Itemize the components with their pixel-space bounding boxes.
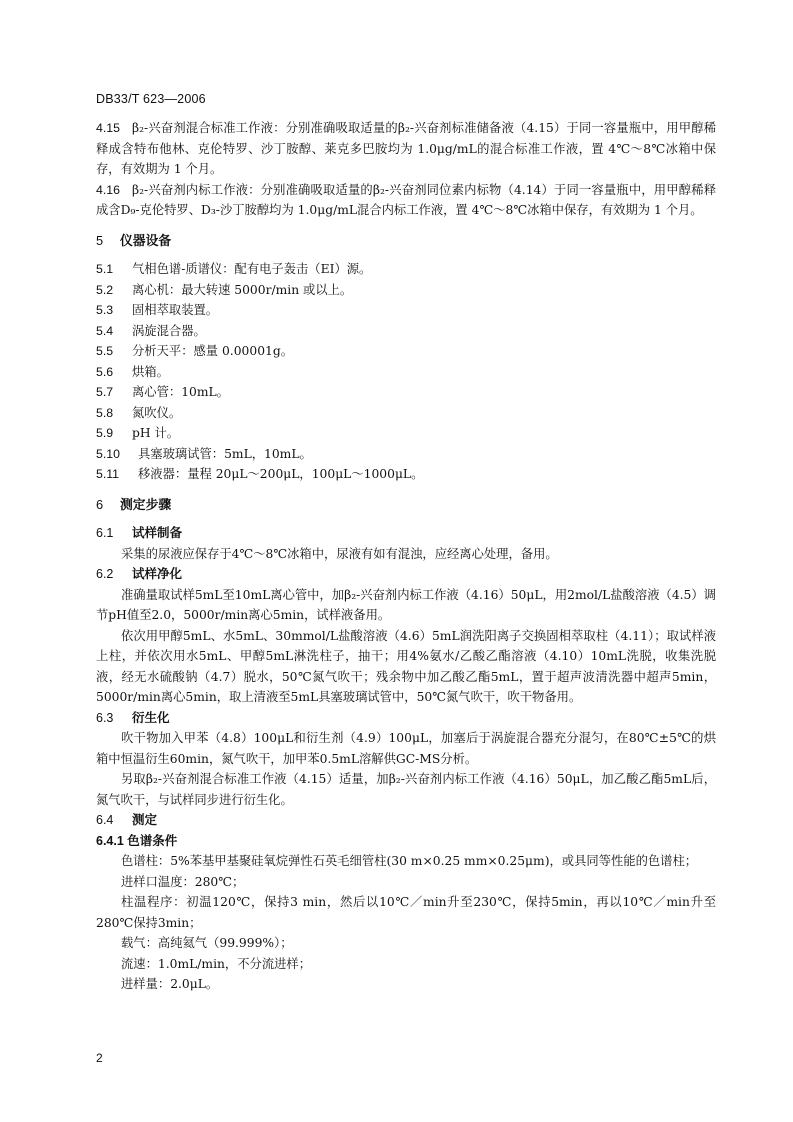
item-text: 气相色谱-质谱仪：配有电子轰击（EI）源。 [132, 262, 372, 276]
paragraph: 载气：高纯氦气（99.999%）； [121, 936, 293, 950]
item-number: 5.1 [96, 262, 114, 276]
subsection-6-1-heading [96, 523, 716, 544]
clause-4-15 [96, 118, 716, 180]
paragraph: 准确量取试样5mL至10mL离心管中，加β₂-兴奋剂内标工作液（4.16）50μL，用2mol/L盐酸溶液（4.5）调节pH值至2.0，5000r/min离心5min，试样液备用。 [96, 587, 716, 622]
subsection-number: 6.3 [96, 710, 114, 725]
list-item [96, 444, 716, 465]
subsection-number: 6.1 [96, 526, 114, 540]
clause-4-16 [96, 180, 716, 221]
subsection-title: 测定 [132, 813, 158, 827]
list-item [96, 362, 716, 383]
list-item [96, 300, 716, 321]
paragraph: 吹干物加入甲苯（4.8）100μL和衍生剂（4.9）100μL，加塞后于涡旋混合器充分混匀，在80℃±5℃的烘箱中恒温衍生60min，氮气吹干，加甲苯0.5mL溶解供GC-MS分析。 [96, 731, 716, 766]
section-number: 6 [96, 496, 104, 512]
list-item [96, 403, 716, 424]
item-text: 离心机：最大转速 5000r/min 或以上。 [132, 282, 353, 297]
paragraph: 进样量：2.0μL。 [121, 977, 219, 991]
paragraph: 依次用甲醇5mL、水5mL、30mmol/L盐酸溶液（4.6）5mL润洗阳离子交换固相萃取柱（4.11）；取试样液上柱，并依次用水5mL、甲醇5mL淋洗柱子，抽干；用4%氨水/乙酸乙酯溶液（4.10）10mL洗脱，收集洗脱液，经无水硫酸钠（4.7）脱水，50℃氮气吹干；残余物中加乙酸乙酯5mL，置于超声波清洗器中超声5min，5000r/min离心5min，取上清液至5mL具塞玻璃试管中，50℃氮气吹干，吹干物备用。 [96, 628, 716, 704]
list-item [96, 464, 716, 485]
item-number: 5.5 [96, 344, 114, 358]
subsection-number: 6.4.1 [96, 833, 124, 848]
section-title: 仪器设备 [120, 232, 172, 248]
list-item [96, 341, 716, 362]
item-number: 5.9 [96, 426, 114, 440]
section-6-heading [96, 495, 716, 516]
item-text: 分析天平：感量 0.00001g。 [132, 344, 294, 358]
section-5-heading [96, 231, 716, 252]
subsection-6-3-heading [96, 708, 716, 729]
subsection-6-4-1-heading [96, 831, 716, 852]
paragraph: 流速：1.0mL/min，不分流进样； [121, 956, 312, 971]
section-title: 测定步骤 [120, 496, 172, 512]
item-text: 烘箱。 [132, 364, 169, 379]
paragraph: 柱温程序：初温120℃，保持3 min，然后以10℃／min升至230℃，保持5min，再以10℃／min升至280℃保持3min； [96, 895, 716, 930]
list-item [96, 423, 716, 444]
item-number: 5.11 [96, 467, 120, 481]
clause-number: 4.16 [96, 182, 120, 197]
item-number: 5.6 [96, 364, 114, 379]
item-text: 离心管：10mL。 [132, 385, 229, 399]
subsection-6-4-heading [96, 810, 716, 831]
list-item [96, 321, 716, 342]
page-number: 2 [96, 1051, 103, 1065]
paragraph: 采集的尿液应保存于4℃～8℃冰箱中，尿液有如有混浊，应经离心处理，备用。 [121, 546, 558, 561]
subsection-number: 6.2 [96, 567, 114, 581]
subsection-title: 试样制备 [132, 526, 183, 540]
item-number: 5.2 [96, 282, 114, 297]
list-item [96, 280, 716, 301]
list-item [96, 382, 716, 403]
section-number: 5 [96, 232, 104, 248]
item-text: 具塞玻璃试管：5mL，10mL。 [138, 446, 312, 461]
item-number: 5.8 [96, 405, 114, 420]
item-text: 移液器：量程 20μL～200μL，100μL～1000μL。 [138, 467, 424, 481]
clause-text: β₂-兴奋剂内标工作液：分别准确吸取适量的β₂-兴奋剂同位素内标物（4.14）于同一容量瓶中，用甲醇稀释成含D₉-克伦特罗、D₃-沙丁胺醇均为 1.0μg/mL混合内标工作液，置 4℃～8℃冰箱中保存，有效期为 1 个月。 [96, 182, 716, 217]
subsection-number: 6.4 [96, 813, 114, 827]
list-item [96, 259, 716, 280]
subsection-6-2-heading [96, 564, 716, 585]
document-code: DB33/T 623—2006 [96, 92, 206, 106]
page-content [96, 118, 716, 995]
paragraph: 色谱柱：5%苯基甲基聚硅氧烷弹性石英毛细管柱(30 m×0.25 mm×0.25μm)，或具同等性能的色谱柱； [121, 854, 698, 868]
item-number: 5.3 [96, 303, 114, 317]
item-text: 氮吹仪。 [132, 405, 182, 420]
item-number: 5.4 [96, 323, 114, 338]
item-text: pH 计。 [132, 426, 180, 440]
item-text: 涡旋混合器。 [132, 323, 206, 338]
subsection-title: 试样净化 [132, 567, 183, 581]
subsection-title: 色谱条件 [127, 833, 178, 848]
subsection-title: 衍生化 [132, 710, 170, 725]
item-text: 固相萃取装置。 [132, 303, 219, 317]
clause-number: 4.15 [96, 121, 120, 135]
item-number: 5.10 [96, 446, 120, 461]
paragraph: 另取β₂-兴奋剂混合标准工作液（4.15）适量，加β₂-兴奋剂内标工作液（4.16）50μL，加乙酸乙酯5mL后，氮气吹干，与试样同步进行衍生化。 [96, 772, 716, 807]
paragraph: 进样口温度：280℃； [121, 874, 245, 889]
equipment-list [96, 259, 716, 485]
item-number: 5.7 [96, 385, 114, 399]
clause-text: β₂-兴奋剂混合标准工作液：分别准确吸取适量的β₂-兴奋剂标准储备液（4.15）于同一容量瓶中，用甲醇稀释成含特布他林、克伦特罗、沙丁胺醇、莱克多巴胺均为 1.0μg/mL的混合标准工作液，置 4℃～8℃冰箱中保存，有效期为 1 个月。 [96, 121, 716, 176]
